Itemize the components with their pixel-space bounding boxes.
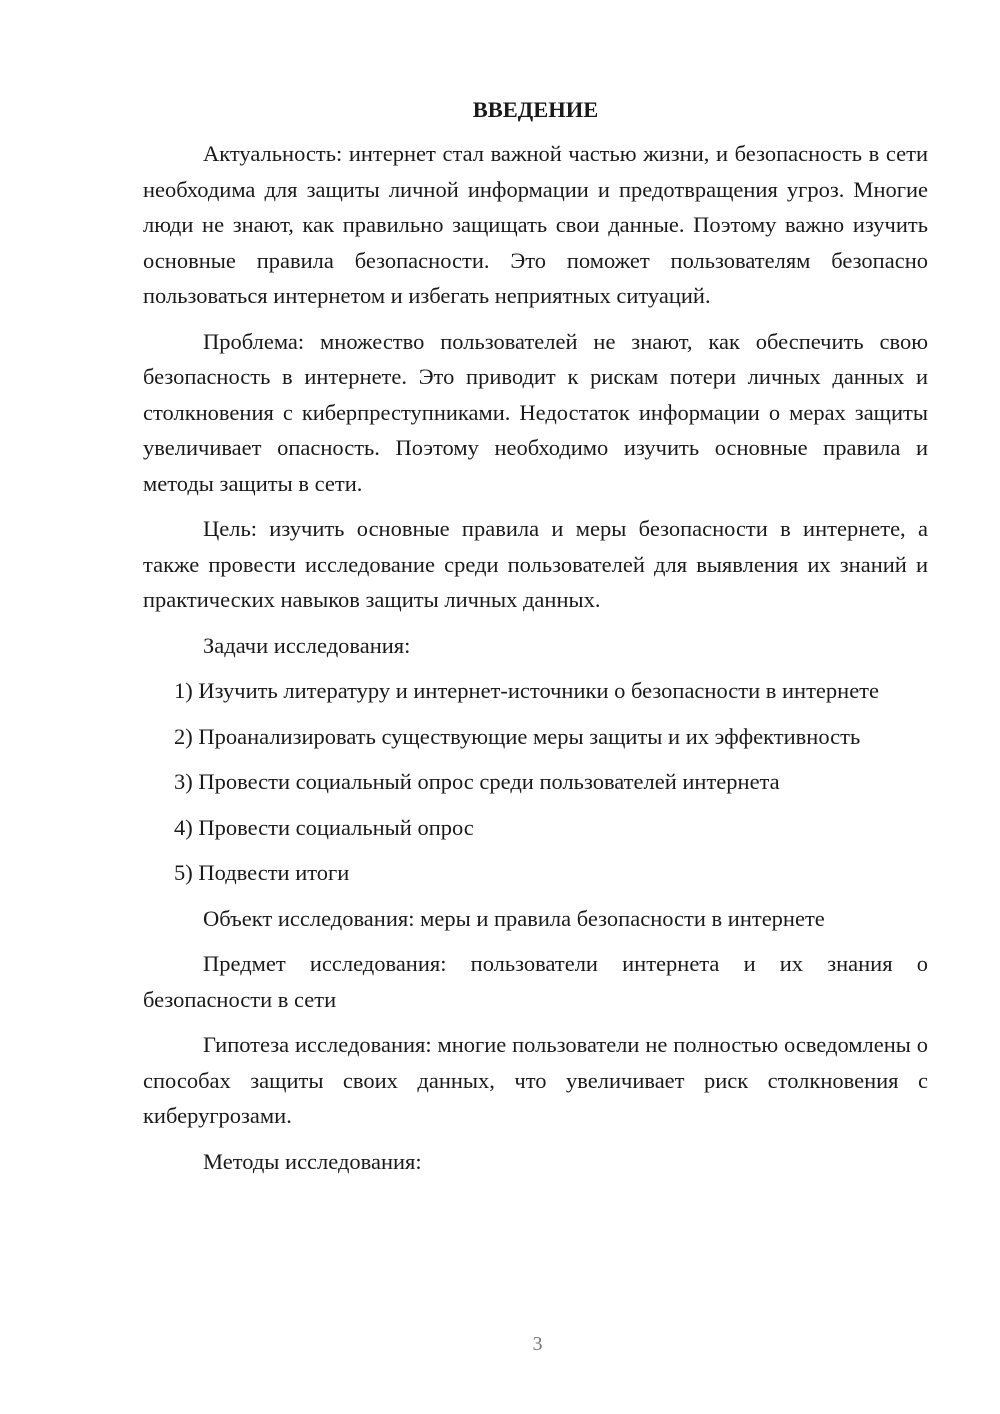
list-item: 5) Подвести итоги <box>174 860 350 885</box>
methods-heading: Методы исследования: <box>203 1148 422 1174</box>
page-title: ВВЕДЕНИЕ <box>472 97 599 122</box>
list-item: 1) Изучить литературу и интернет-источники о безопасности в интернете <box>174 678 880 703</box>
paragraph-object: Объект исследования: меры и правила безопасности в интернете <box>203 905 825 931</box>
page-number: 3 <box>532 1333 543 1355</box>
page-content <box>143 92 928 1189</box>
list-item: 2) Проанализировать существующие меры защиты и их эффективность <box>174 723 861 749</box>
tasks-list <box>143 673 928 891</box>
tasks-heading: Задачи исследования: <box>203 632 411 658</box>
list-item: 3) Провести социальный опрос среди пользователей интернета <box>174 769 780 794</box>
paragraph-hypothesis: Гипотеза исследования: многие пользователи не полностью осведомлены о способах защиты своих данных, что увеличивает риск столкновения с киберугрозами. <box>143 1032 928 1128</box>
paragraph-relevance: Актуальность: интернет стал важной частью жизни, и безопасность в сети необходима для защиты личной информации и предотвращения угроз. Многие люди не знают, как правильно защищать свои данные. Поэтому важно изучить основные правила безопасности. Это поможет пользователям безопасно пользоваться интернетом и избегать неприятных ситуаций. <box>143 141 928 308</box>
paragraph-problem: Проблема: множество пользователей не знают, как обеспечить свою безопасность в интернете. Это приводит к рискам потери личных данных и столкновения с киберпреступниками. Недостаток информации о мерах защиты увеличивает опасность. Поэтому необходимо изучить основные правила и методы защиты в сети. <box>143 328 928 496</box>
list-item: 4) Провести социальный опрос <box>174 814 474 840</box>
paragraph-subject: Предмет исследования: пользователи интернета и их знания о безопасности в сети <box>143 951 928 1012</box>
paragraph-goal: Цель: изучить основные правила и меры безопасности в интернете, а также провести исследование среди пользователей для выявления их знаний и практических навыков защиты личных данных. <box>143 516 928 612</box>
